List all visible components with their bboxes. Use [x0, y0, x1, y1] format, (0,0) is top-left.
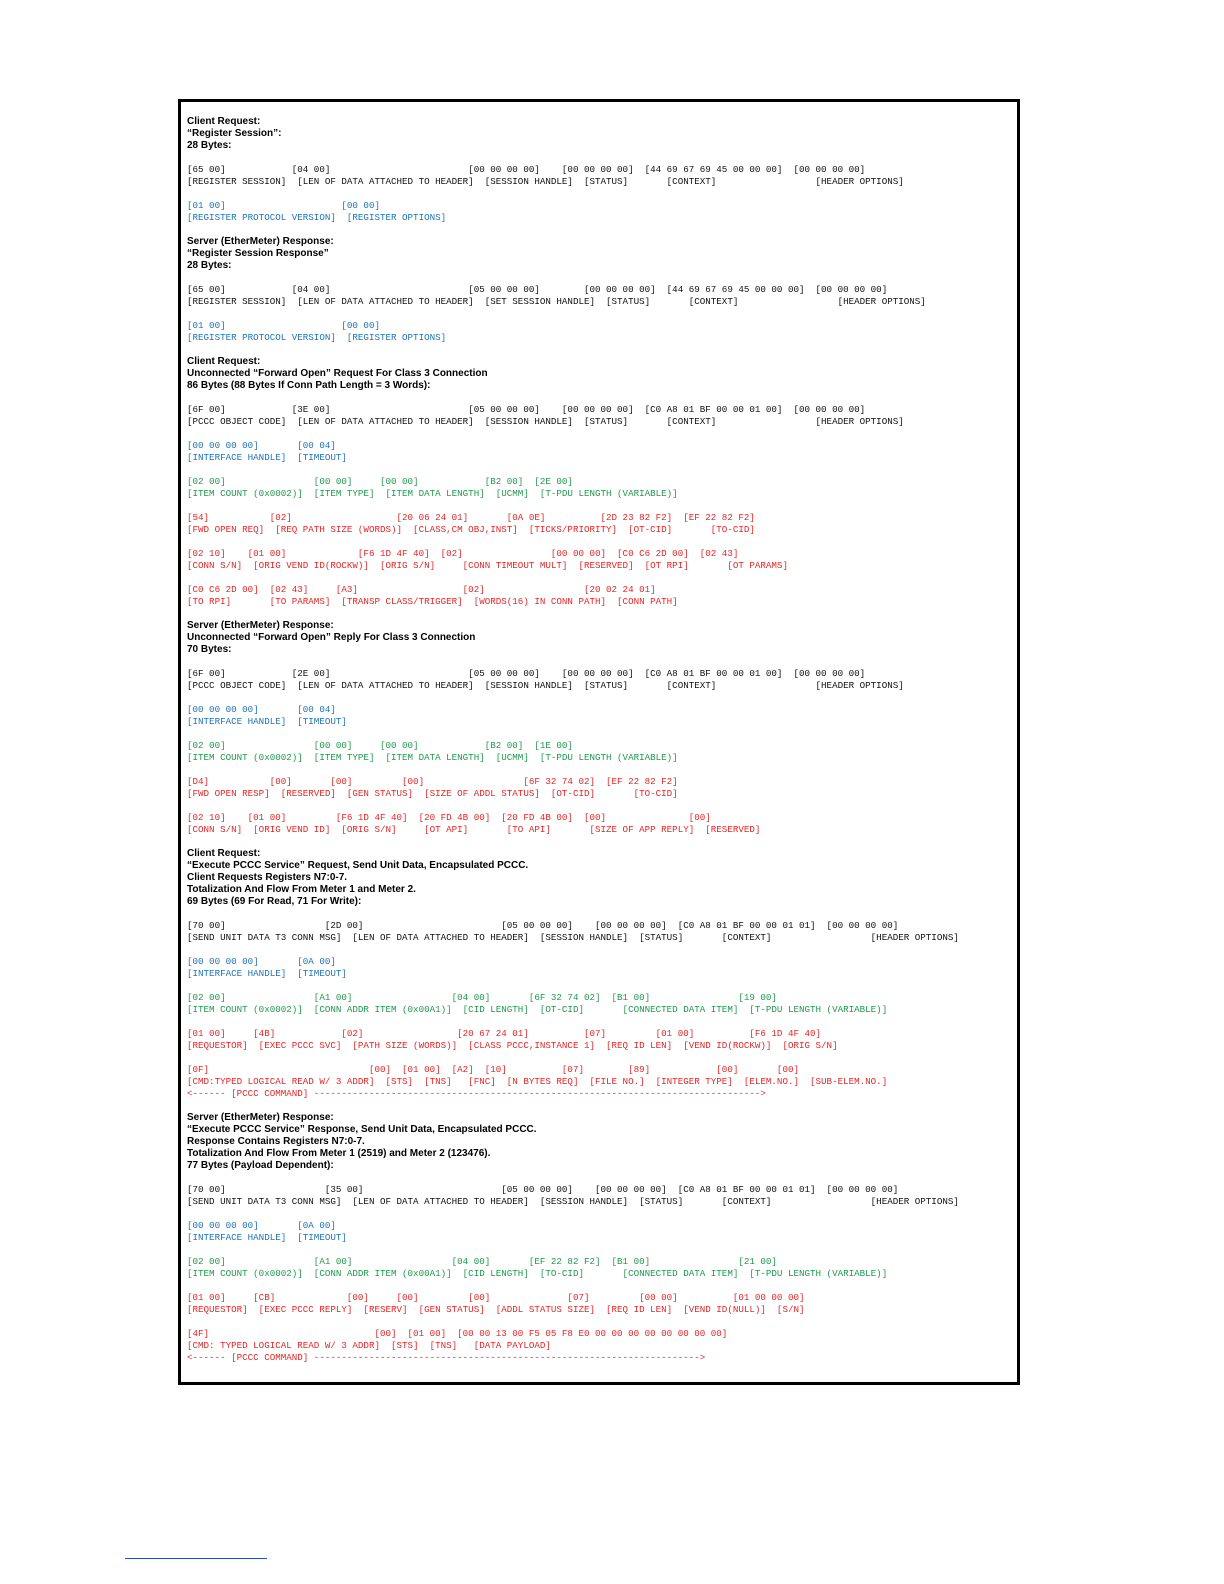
field-labels-line: [REGISTER SESSION] [LEN OF DATA ATTACHED TO HEADER] [SESSION HANDLE] [STATUS] [CONTEXT] [HEADER OPTIONS] — [187, 176, 904, 187]
hex-values-line: [6F 00] [2E 00] [05 00 00 00] [00 00 00 00] [C0 A8 01 BF 00 00 01 00] [00 00 00 00] — [187, 668, 866, 679]
hex-values-line: [6F 00] [3E 00] [05 00 00 00] [00 00 00 00] [C0 A8 01 BF 00 00 01 00] [00 00 00 00] — [187, 404, 866, 415]
byte-field-row — [187, 320, 1013, 344]
hex-values-line: [02 10] [01 00] [F6 1D 4F 40] [02] [00 00 00] [C0 C6 2D 00] [02 43] — [187, 548, 739, 559]
hex-values-line: [01 00] [00 00] — [187, 320, 380, 331]
byte-field-row — [187, 284, 1013, 308]
hex-values-line: [02 10] [01 00] [F6 1D 4F 40] [20 FD 4B 00] [20 FD 4B 00] [00] [00] — [187, 812, 711, 823]
field-labels-line: [ITEM COUNT (0x0002)] [CONN ADDR ITEM (0x00A1)] [CID LENGTH] [OT-CID] [CONNECTED DATA ITEM] [T-PDU LENGTH (VARIABLE)] — [187, 1004, 888, 1015]
hex-values-line: [70 00] [2D 00] [05 00 00 00] [00 00 00 00] [C0 A8 01 BF 00 00 01 01] [00 00 00 00] — [187, 920, 899, 931]
section-header-line: Client Request: — [187, 848, 261, 859]
section-header-line: Totalization And Flow From Meter 1 and Meter 2. — [187, 884, 416, 895]
section-header-line: “Execute PCCC Service” Request, Send Unit Data, Encapsulated PCCC. — [187, 860, 529, 871]
hex-values-line: [70 00] [35 00] [05 00 00 00] [00 00 00 00] [C0 A8 01 BF 00 00 01 01] [00 00 00 00] — [187, 1184, 899, 1195]
field-labels-line: [FWD OPEN RESP] [RESERVED] [GEN STATUS] [SIZE OF ADDL STATUS] [OT-CID] [TO-CID] — [187, 788, 678, 799]
section-header-line: Client Requests Registers N7:0-7. — [187, 872, 348, 883]
field-labels-line: [ITEM COUNT (0x0002)] [ITEM TYPE] [ITEM DATA LENGTH] [UCMM] [T-PDU LENGTH (VARIABLE)] — [187, 752, 678, 763]
section-header-line: Totalization And Flow From Meter 1 (2519) and Meter 2 (123476). — [187, 1148, 491, 1159]
section-header-line: Server (EtherMeter) Response: — [187, 1112, 334, 1123]
byte-field-row — [187, 1292, 1013, 1316]
section-header — [187, 620, 1013, 656]
field-labels-line: [CMD: TYPED LOGICAL READ W/ 3 ADDR] [STS] [TNS] [DATA PAYLOAD] — [187, 1340, 551, 1351]
byte-field-row — [187, 584, 1013, 608]
byte-field-row — [187, 992, 1013, 1016]
field-labels-line: [ITEM COUNT (0x0002)] [CONN ADDR ITEM (0x00A1)] [CID LENGTH] [TO-CID] [CONNECTED DATA ITEM] [T-PDU LENGTH (VARIABLE)] — [187, 1268, 888, 1279]
field-labels-line: [REGISTER PROTOCOL VERSION] [REGISTER OPTIONS] — [187, 332, 447, 343]
byte-field-row — [187, 1220, 1013, 1244]
hex-values-line: [00 00 00 00] [0A 00] — [187, 956, 336, 967]
byte-field-row — [187, 956, 1013, 980]
hex-values-line: [02 00] [00 00] [00 00] [B2 00] [1E 00] — [187, 740, 573, 751]
section-header-line: 86 Bytes (88 Bytes If Conn Path Length = 3 Words): — [187, 380, 431, 391]
hex-values-line: [02 00] [00 00] [00 00] [B2 00] [2E 00] — [187, 476, 573, 487]
message-section — [187, 356, 1013, 608]
hex-values-line: [01 00] [00 00] — [187, 200, 380, 211]
hex-values-line: [4F] [00] [01 00] [00 00 13 00 F5 05 F8 E0 00 00 00 00 00 00 00 00] — [187, 1328, 728, 1339]
message-section — [187, 1112, 1013, 1364]
field-labels-line: [TO RPI] [TO PARAMS] [TRANSP CLASS/TRIGGER] [WORDS(16) IN CONN PATH] [CONN PATH] — [187, 596, 678, 607]
field-labels-line: [PCCC OBJECT CODE] [LEN OF DATA ATTACHED TO HEADER] [SESSION HANDLE] [STATUS] [CONTEXT] [HEADER OPTIONS] — [187, 680, 904, 691]
field-labels-line: [REQUESTOR] [EXEC PCCC REPLY] [RESERV] [GEN STATUS] [ADDL STATUS SIZE] [REQ ID LEN] [VEND ID(NULL)] [S/N] — [187, 1304, 805, 1315]
section-header-line: 69 Bytes (69 For Read, 71 For Write): — [187, 896, 362, 907]
section-header-line: “Execute PCCC Service” Response, Send Unit Data, Encapsulated PCCC. — [187, 1124, 537, 1135]
byte-field-row — [187, 512, 1013, 536]
field-labels-line: [REGISTER PROTOCOL VERSION] [REGISTER OPTIONS] — [187, 212, 447, 223]
section-header-line: Unconnected “Forward Open” Reply For Class 3 Connection — [187, 632, 476, 643]
field-labels-line: [INTERFACE HANDLE] [TIMEOUT] — [187, 968, 347, 979]
byte-field-row — [187, 548, 1013, 572]
byte-field-row — [187, 404, 1013, 428]
message-section — [187, 620, 1013, 836]
hex-values-line: [00 00 00 00] [00 04] — [187, 440, 336, 451]
section-header-line: 28 Bytes: — [187, 140, 232, 151]
section-header-line: “Register Session Response” — [187, 248, 329, 259]
field-labels-line: [INTERFACE HANDLE] [TIMEOUT] — [187, 452, 347, 463]
hex-values-line: [54] [02] [20 06 24 01] [0A 0E] [2D 23 82 F2] [EF 22 82 F2] — [187, 512, 755, 523]
byte-field-row — [187, 440, 1013, 464]
section-header-line: 77 Bytes (Payload Dependent): — [187, 1160, 334, 1171]
byte-field-row — [187, 164, 1013, 188]
field-labels-line: [PCCC OBJECT CODE] [LEN OF DATA ATTACHED TO HEADER] [SESSION HANDLE] [STATUS] [CONTEXT] [HEADER OPTIONS] — [187, 416, 904, 427]
field-labels-line: [FWD OPEN REQ] [REQ PATH SIZE (WORDS)] [CLASS,CM OBJ,INST] [TICKS/PRIORITY] [OT-CID] [TO-CID] — [187, 524, 755, 535]
section-header-line: Response Contains Registers N7:0-7. — [187, 1136, 365, 1147]
byte-field-row — [187, 1256, 1013, 1280]
hex-values-line: [D4] [00] [00] [00] [6F 32 74 02] [EF 22 82 F2] — [187, 776, 678, 787]
pccc-command-marker: <------ [PCCC COMMAND] ---------------------------------------------------------------------------------> — [187, 1088, 766, 1099]
field-labels-line: [REGISTER SESSION] [LEN OF DATA ATTACHED TO HEADER] [SET SESSION HANDLE] [STATUS] [CONTEXT] [HEADER OPTIONS] — [187, 296, 926, 307]
byte-field-row — [187, 812, 1013, 836]
section-header-line: Unconnected “Forward Open” Request For Class 3 Connection — [187, 368, 488, 379]
hex-values-line: [00 00 00 00] [00 04] — [187, 704, 336, 715]
field-labels-line: [REQUESTOR] [EXEC PCCC SVC] [PATH SIZE (WORDS)] [CLASS PCCC,INSTANCE 1] [REQ ID LEN] [VEND ID(ROCKW)] [ORIG S/N] — [187, 1040, 838, 1051]
message-section — [187, 848, 1013, 1100]
hex-values-line: [02 00] [A1 00] [04 00] [EF 22 82 F2] [B1 00] [21 00] — [187, 1256, 777, 1267]
byte-field-row — [187, 668, 1013, 692]
section-header-line: Server (EtherMeter) Response: — [187, 620, 334, 631]
field-labels-line: [CONN S/N] [ORIG VEND ID] [ORIG S/N] [OT API] [TO API] [SIZE OF APP REPLY] [RESERVED] — [187, 824, 761, 835]
hex-values-line: [65 00] [04 00] [05 00 00 00] [00 00 00 00] [44 69 67 69 45 00 00 00] [00 00 00 00] — [187, 284, 888, 295]
byte-field-row — [187, 704, 1013, 728]
byte-field-row — [187, 1028, 1013, 1052]
hex-values-line: [0F] [00] [01 00] [A2] [10] [07] [89] [00] [00] — [187, 1064, 799, 1075]
field-labels-line: [INTERFACE HANDLE] [TIMEOUT] — [187, 716, 347, 727]
section-header — [187, 356, 1013, 392]
hex-values-line: [02 00] [A1 00] [04 00] [6F 32 74 02] [B1 00] [19 00] — [187, 992, 777, 1003]
section-header — [187, 116, 1013, 152]
section-header-line: 70 Bytes: — [187, 644, 232, 655]
pccc-command-marker: <------ [PCCC COMMAND] ----------------------------------------------------------------------> — [187, 1352, 706, 1363]
byte-field-row — [187, 920, 1013, 944]
hex-values-line: [00 00 00 00] [0A 00] — [187, 1220, 336, 1231]
byte-field-row — [187, 776, 1013, 800]
hex-values-line: [01 00] [CB] [00] [00] [00] [07] [00 00] [01 00 00 00] — [187, 1292, 805, 1303]
byte-field-row — [187, 1064, 1013, 1100]
field-labels-line: [SEND UNIT DATA T3 CONN MSG] [LEN OF DATA ATTACHED TO HEADER] [SESSION HANDLE] [STATUS] [CONTEXT] [HEADER OPTIONS] — [187, 1196, 959, 1207]
hex-values-line: [65 00] [04 00] [00 00 00 00] [00 00 00 00] [44 69 67 69 45 00 00 00] [00 00 00 00] — [187, 164, 866, 175]
byte-field-row — [187, 1184, 1013, 1208]
document-frame — [178, 99, 1020, 1385]
section-header-line: Server (EtherMeter) Response: — [187, 236, 334, 247]
byte-field-row — [187, 476, 1013, 500]
section-header-line: Client Request: — [187, 356, 261, 367]
field-labels-line: [INTERFACE HANDLE] [TIMEOUT] — [187, 1232, 347, 1243]
section-header — [187, 236, 1013, 272]
message-section — [187, 236, 1013, 344]
byte-field-row — [187, 740, 1013, 764]
section-header — [187, 1112, 1013, 1172]
message-section — [187, 116, 1013, 224]
section-header-line: “Register Session”: — [187, 128, 282, 139]
protocol-listing — [187, 116, 1013, 1376]
footnote-separator — [125, 1558, 267, 1559]
field-labels-line: [SEND UNIT DATA T3 CONN MSG] [LEN OF DATA ATTACHED TO HEADER] [SESSION HANDLE] [STATUS] [CONTEXT] [HEADER OPTIONS] — [187, 932, 959, 943]
field-labels-line: [CONN S/N] [ORIG VEND ID(ROCKW)] [ORIG S/N] [CONN TIMEOUT MULT] [RESERVED] [OT RPI] [OT PARAMS] — [187, 560, 788, 571]
hex-values-line: [C0 C6 2D 00] [02 43] [A3] [02] [20 02 24 01] — [187, 584, 656, 595]
field-labels-line: [ITEM COUNT (0x0002)] [ITEM TYPE] [ITEM DATA LENGTH] [UCMM] [T-PDU LENGTH (VARIABLE)] — [187, 488, 678, 499]
section-header-line: Client Request: — [187, 116, 261, 127]
hex-values-line: [01 00] [4B] [02] [20 67 24 01] [07] [01 00] [F6 1D 4F 40] — [187, 1028, 822, 1039]
byte-field-row — [187, 1328, 1013, 1364]
field-labels-line: [CMD:TYPED LOGICAL READ W/ 3 ADDR] [STS] [TNS] [FNC] [N BYTES REQ] [FILE NO.] [INTEGER TYPE] [ELEM.NO.] [SUB-ELEM.NO.] — [187, 1076, 888, 1087]
section-header — [187, 848, 1013, 908]
section-header-line: 28 Bytes: — [187, 260, 232, 271]
byte-field-row — [187, 200, 1013, 224]
